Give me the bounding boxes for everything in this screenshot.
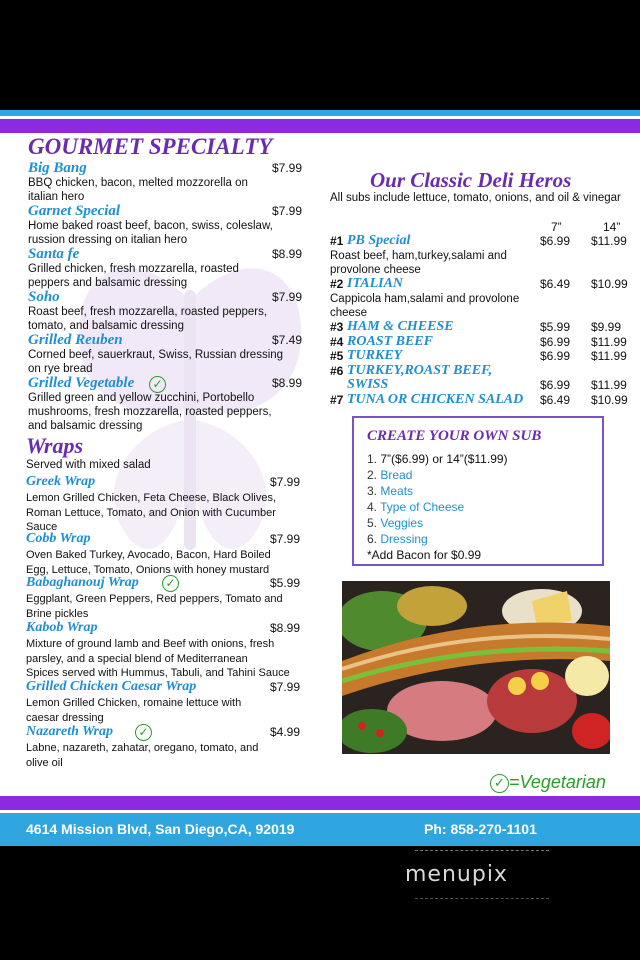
create-step-number: 1. bbox=[367, 452, 378, 466]
watermark-line-top bbox=[415, 850, 549, 851]
create-step-text: 7”($6.99) or 14”($11.99) bbox=[380, 452, 508, 466]
hero-name: TURKEY bbox=[347, 348, 403, 363]
wrap-item-desc: Brine pickles bbox=[26, 607, 89, 620]
wrap-item-price: $7.99 bbox=[270, 680, 301, 694]
gourmet-item-desc: Home baked roast beef, bacon, swiss, coleslaw, bbox=[28, 220, 273, 232]
wrap-item-name: Babaghanouj Wrap bbox=[26, 575, 139, 590]
wrap-item-name: Greek Wrap bbox=[26, 474, 96, 489]
create-step-number: 6. bbox=[367, 532, 378, 546]
size-7-header: 7” bbox=[551, 220, 562, 234]
legend-text: =Vegetarian bbox=[509, 772, 606, 792]
hero-price-14: $9.99 bbox=[591, 320, 622, 334]
vegetarian-check-icon: ✓ bbox=[135, 724, 152, 741]
wrap-item-price: $4.99 bbox=[270, 725, 301, 739]
wrap-item-desc: Roman Lettuce, Tomato, and Onion with Cucumber bbox=[26, 506, 276, 519]
hero-number: #5 bbox=[330, 349, 344, 363]
heros-title: Our Classic Deli Heros bbox=[370, 168, 572, 192]
hero-price-14: $11.99 bbox=[591, 335, 627, 349]
hero-number: #1 bbox=[330, 234, 344, 248]
hero-price-14: $11.99 bbox=[591, 234, 627, 248]
gourmet-item-desc: Grilled green and yellow zucchini, Portobello bbox=[28, 392, 255, 404]
gourmet-item-name: Grilled Vegetable bbox=[28, 375, 135, 391]
wrap-item-price: $8.99 bbox=[270, 621, 301, 635]
create-step-text: Veggies bbox=[380, 516, 424, 530]
bottom-purple-band bbox=[0, 796, 640, 810]
hero-price-7: $6.99 bbox=[540, 335, 571, 349]
gourmet-item-price: $7.99 bbox=[272, 161, 303, 175]
watermark-line-bottom bbox=[415, 898, 549, 899]
hero-price-7: $6.49 bbox=[540, 393, 571, 407]
wrap-item-name: Cobb Wrap bbox=[26, 531, 91, 546]
create-step bbox=[367, 500, 464, 514]
hero-price-7: $6.49 bbox=[540, 277, 571, 291]
gourmet-item-name: Soho bbox=[28, 289, 60, 305]
gourmet-item-desc: italian hero bbox=[28, 191, 85, 203]
hero-name: PB Special bbox=[347, 233, 411, 248]
create-step-text: Meats bbox=[380, 484, 414, 498]
create-step bbox=[367, 452, 508, 466]
gourmet-item-desc: tomato, and balsamic dressing bbox=[28, 320, 184, 332]
create-step-number: 4. bbox=[367, 500, 378, 514]
create-step-number: 2. bbox=[367, 468, 378, 482]
wrap-item-desc: Spices served with Hummus, Tabuli, and Tahini Sauce bbox=[26, 667, 290, 679]
hero-desc: cheese bbox=[330, 307, 368, 319]
heros-subtitle: All subs include lettuce, tomato, onions, and oil & vinegar bbox=[330, 192, 621, 204]
wrap-item-price: $7.99 bbox=[270, 532, 301, 546]
gourmet-item-price: $8.99 bbox=[272, 376, 303, 390]
create-step-text: Dressing bbox=[380, 532, 428, 546]
hero-price-14: $11.99 bbox=[591, 378, 627, 392]
gourmet-item-desc: on rye bread bbox=[28, 363, 93, 375]
gourmet-item-desc: Grilled chicken, fresh mozzarella, roasted bbox=[28, 263, 239, 275]
hero-name: TUNA OR CHICKEN SALAD bbox=[347, 392, 524, 407]
wrap-item-desc: Sauce bbox=[26, 521, 58, 533]
gourmet-item-price: $7.99 bbox=[272, 204, 303, 218]
create-step bbox=[367, 484, 413, 498]
hero-name: ITALIAN bbox=[347, 276, 404, 291]
create-title: CREATE YOUR OWN SUB bbox=[367, 428, 542, 444]
wrap-item-desc: Labne, nazareth, zahatar, oregano, tomato, and bbox=[26, 742, 259, 754]
wrap-item-desc: Eggplant, Green Peppers, Red peppers, Tomato and bbox=[26, 593, 283, 605]
gourmet-item-name: Grilled Reuben bbox=[28, 332, 123, 348]
hero-price-14: $10.99 bbox=[591, 277, 628, 291]
wrap-item-price: $7.99 bbox=[270, 475, 301, 489]
gourmet-title: GOURMET SPECIALTY bbox=[28, 134, 273, 159]
wrap-item-desc: Lemon Grilled Chicken, romaine lettuce with bbox=[26, 697, 242, 709]
wrap-item-desc: Lemon Grilled Chicken, Feta Cheese, Black Olives, bbox=[26, 492, 277, 504]
hero-name: TURKEY,ROAST BEEF, bbox=[347, 363, 493, 378]
create-step-text: Type of Cheese bbox=[380, 500, 465, 514]
wrap-item-name: Kabob Wrap bbox=[26, 620, 98, 635]
gourmet-item-desc: russion dressing on italian hero bbox=[28, 234, 188, 246]
wraps-subtitle: Served with mixed salad bbox=[26, 459, 151, 471]
create-step-number: 5. bbox=[367, 516, 378, 530]
gourmet-item-name: Garnet Special bbox=[28, 203, 121, 219]
create-your-own-sub-box bbox=[352, 416, 604, 566]
wrap-item-desc: Mixture of ground lamb and Beef with onions, fresh bbox=[26, 638, 275, 650]
gourmet-item-desc: peppers and balsamic dressing bbox=[28, 277, 188, 289]
hero-name: ROAST BEEF bbox=[347, 334, 433, 349]
gourmet-item-desc: and balsamic dressing bbox=[28, 420, 143, 432]
hero-number: #6 bbox=[330, 364, 344, 378]
hero-price-7: $6.99 bbox=[540, 234, 571, 248]
footer-bar bbox=[0, 813, 640, 846]
create-step bbox=[367, 468, 412, 482]
wrap-item-desc: Oven Baked Turkey, Avocado, Bacon, Hard Boiled bbox=[26, 549, 271, 561]
hero-number: #2 bbox=[330, 277, 344, 291]
gourmet-item-name: Big Bang bbox=[28, 160, 87, 176]
gourmet-item-price: $8.99 bbox=[272, 247, 303, 261]
vegetarian-check-icon: ✓ bbox=[149, 376, 166, 393]
hero-number: #7 bbox=[330, 393, 344, 407]
hero-desc: Roast beef, ham,turkey,salami and bbox=[330, 250, 507, 262]
wrap-item-name: Grilled Chicken Caesar Wrap bbox=[26, 679, 197, 694]
create-step-text: Bread bbox=[380, 468, 413, 482]
wrap-item-name: Nazareth Wrap bbox=[26, 724, 114, 739]
hero-name-cont: SWISS bbox=[347, 377, 389, 392]
gourmet-item-name: Santa fe bbox=[28, 246, 80, 262]
footer-address: 4614 Mission Blvd, San Diego,CA, 92019 bbox=[26, 821, 295, 837]
wrap-item-desc: parsley, and a special blend of Mediterranean bbox=[26, 652, 248, 665]
create-step-number: 3. bbox=[367, 484, 378, 498]
vegetarian-check-icon: ✓ bbox=[162, 575, 179, 592]
hero-desc: Cappicola ham,salami and provolone bbox=[330, 293, 520, 305]
hero-price-7: $6.99 bbox=[540, 378, 571, 392]
gourmet-item-price: $7.99 bbox=[272, 290, 303, 304]
wrap-item-price: $5.99 bbox=[270, 576, 301, 590]
create-step bbox=[367, 532, 428, 546]
hero-price-14: $11.99 bbox=[591, 349, 627, 363]
wrap-item-desc: Egg, Lettuce, Tomato, Onions with honey mustard bbox=[26, 563, 270, 576]
size-14-header: 14” bbox=[603, 220, 621, 234]
top-purple-band bbox=[0, 119, 640, 133]
gourmet-item-price: $7.49 bbox=[272, 333, 303, 347]
menu-page bbox=[0, 110, 640, 846]
gourmet-item-desc: Corned beef, sauerkraut, Swiss, Russian dressing bbox=[28, 349, 284, 361]
hero-name: HAM & CHEESE bbox=[347, 319, 454, 334]
hero-price-14: $10.99 bbox=[591, 393, 628, 407]
hero-price-7: $5.99 bbox=[540, 320, 571, 334]
create-step bbox=[367, 516, 423, 530]
footer-phone: Ph: 858-270-1101 bbox=[424, 821, 537, 837]
gourmet-item-desc: Roast beef, fresh mozzarella, roasted peppers, bbox=[28, 306, 268, 318]
hero-price-7: $6.99 bbox=[540, 349, 571, 363]
bacon-note: *Add Bacon for $0.99 bbox=[367, 548, 482, 562]
vegetarian-legend bbox=[488, 772, 606, 793]
gourmet-item-desc: BBQ chicken, bacon, melted mozzorella on bbox=[28, 177, 248, 189]
vegetarian-check-icon: ✓ bbox=[490, 774, 509, 793]
wrap-item-desc: olive oil bbox=[26, 756, 63, 769]
sandwich-platter-image bbox=[342, 581, 610, 754]
hero-number: #3 bbox=[330, 320, 344, 334]
hero-number: #4 bbox=[330, 335, 344, 349]
gourmet-item-desc: mushrooms, fresh mozzarella, roasted peppers, bbox=[28, 406, 272, 418]
wrap-item-desc: caesar dressing bbox=[26, 711, 104, 724]
hero-desc: provolone cheese bbox=[330, 264, 421, 276]
menupix-watermark: menupix bbox=[405, 862, 508, 887]
wraps-title: Wraps bbox=[26, 433, 84, 458]
